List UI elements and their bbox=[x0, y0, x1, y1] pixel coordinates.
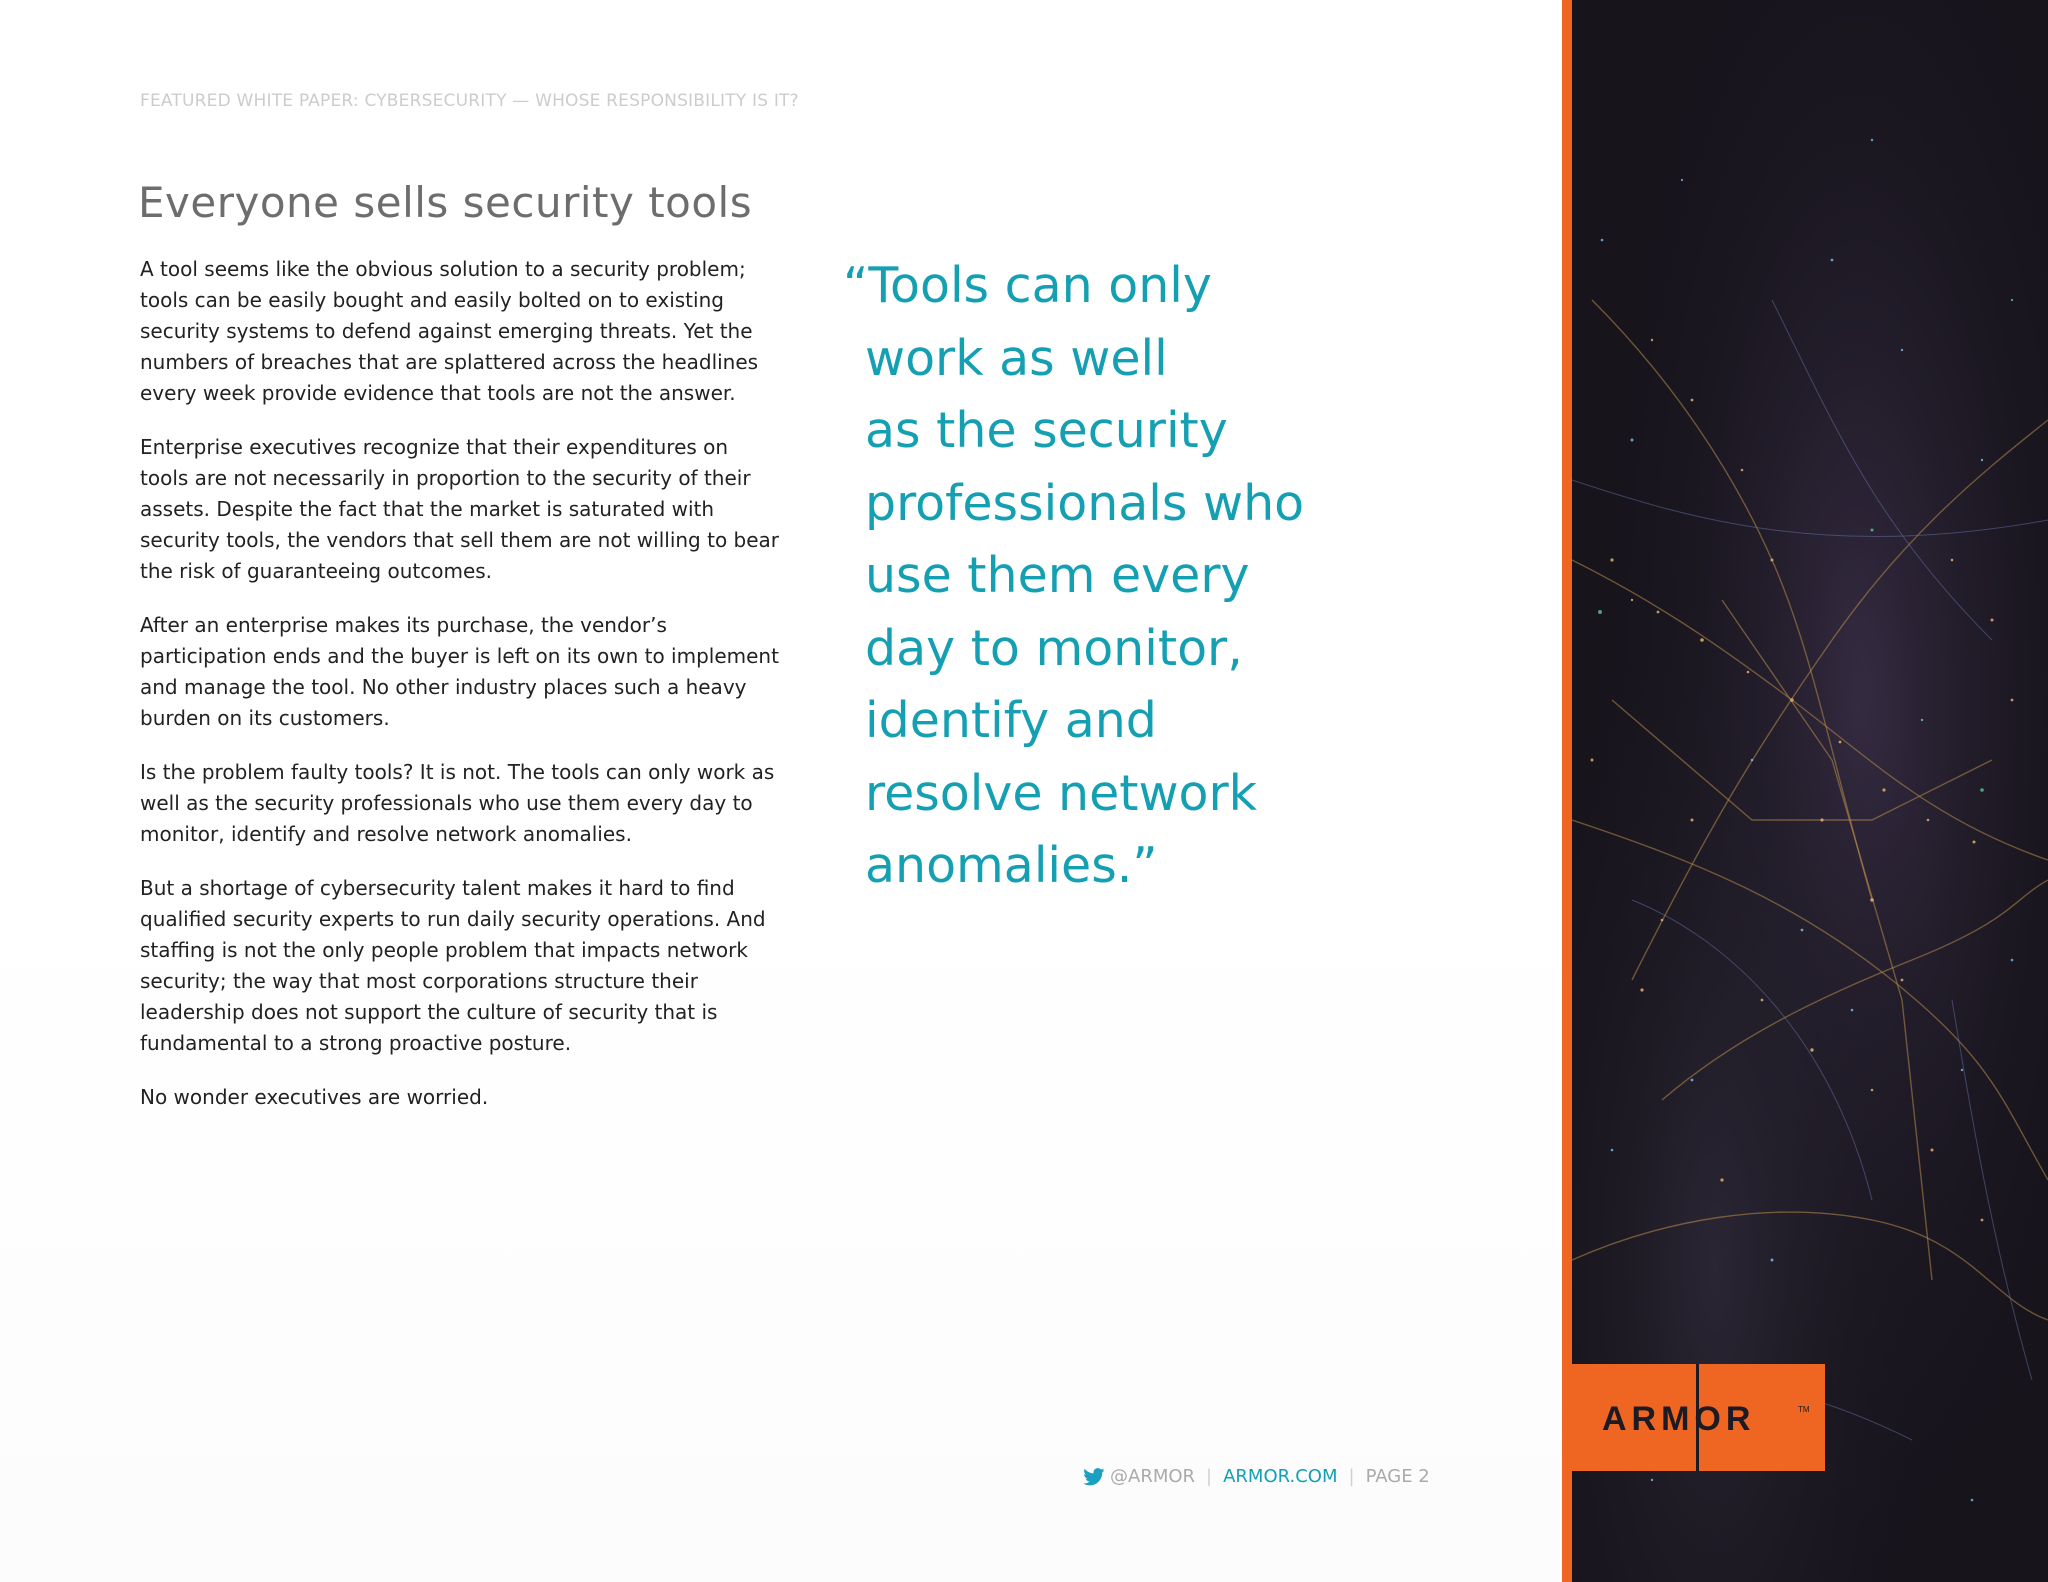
pull-quote-line: resolve network bbox=[865, 764, 1258, 822]
orange-divider-bar bbox=[1562, 0, 1572, 1582]
twitter-bird-icon[interactable] bbox=[1083, 1468, 1105, 1486]
twitter-handle-link[interactable]: @ARMOR bbox=[1110, 1466, 1196, 1487]
pull-quote-line: as the security bbox=[865, 402, 1228, 459]
pull-quote-line: professionals who bbox=[865, 474, 1305, 532]
logo-wordmark: ARMOR bbox=[1602, 1400, 1756, 1438]
pull-quote-line: identify and bbox=[865, 692, 1157, 749]
city-lights-photo bbox=[1572, 0, 2048, 1582]
pull-quote-line: anomalies.” bbox=[865, 837, 1158, 894]
callout-text: No wonder executives are worried. bbox=[140, 1085, 489, 1109]
body-paragraph: Is the problem faulty tools? It is not. The tools can only work as well as the security professionals who use them every day to monitor, identify and resolve network anomalies. bbox=[140, 760, 775, 846]
page-footer bbox=[1083, 1466, 1430, 1487]
pull-quote-line: use them every bbox=[865, 547, 1250, 604]
pull-quote bbox=[843, 250, 1303, 903]
pull-quote-line: “Tools can only bbox=[843, 257, 1212, 314]
footer-divider: | bbox=[1206, 1466, 1213, 1487]
pull-quote-line: work as well bbox=[865, 329, 1168, 387]
running-header: FEATURED WHITE PAPER: CYBERSECURITY — WHOSE RESPONSIBILITY IS IT? bbox=[140, 91, 799, 111]
body-paragraph: But a shortage of cybersecurity talent makes it hard to find qualified security experts to run daily security operations. And staffing is not the only people problem that impacts network security; the way that most corporations structure their leadership does not support the culture of security that is fundamental to a strong proactive posture. bbox=[140, 876, 766, 1055]
page-number: PAGE 2 bbox=[1365, 1466, 1430, 1487]
trademark-mark: TM bbox=[1798, 1405, 1810, 1414]
body-column bbox=[140, 254, 780, 1136]
body-paragraph: Enterprise executives recognize that their expenditures on tools are not necessarily in proportion to the security of their assets. Despite the fact that the market is saturated with security tools, the vendors that sell them are not willing to bear the risk of guaranteeing outcomes. bbox=[140, 435, 780, 583]
pull-quote-line: day to monitor, bbox=[865, 619, 1243, 677]
armor-logo bbox=[1572, 1364, 1825, 1471]
body-paragraph: A tool seems like the obvious solution to a security problem; tools can be easily bought and easily bolted on to existing security systems to defend against emerging threats. Yet the numbers of breaches that are splattered across the headlines every week provide evidence that tools are not the answer. bbox=[140, 257, 759, 405]
footer-divider: | bbox=[1348, 1466, 1355, 1487]
website-link[interactable]: ARMOR.COM bbox=[1223, 1466, 1338, 1487]
section-title: Everyone sells security tools bbox=[138, 178, 753, 227]
body-paragraph: After an enterprise makes its purchase, the vendor’s participation ends and the buyer is left on its own to implement and manage the tool. No other industry places such a heavy burden on its customers. bbox=[140, 613, 779, 730]
